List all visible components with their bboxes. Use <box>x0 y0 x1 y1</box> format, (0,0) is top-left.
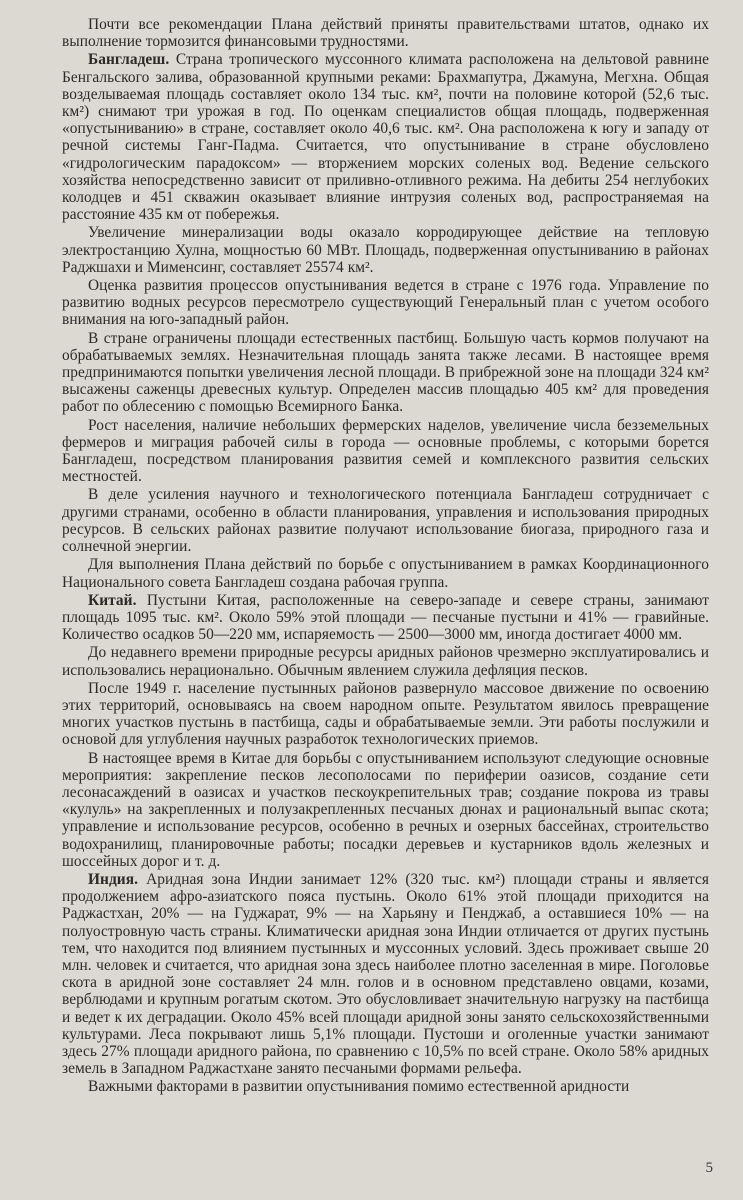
paragraph-factors: Важными факторами в развитии опустынивания помимо естественной аридности <box>88 1078 630 1096</box>
paragraph-working-group: Для выполнения Плана действий по борьбе с опустыниванием в рамках Координационного Национального совета Бангладеш создана рабочая группа. <box>62 556 709 591</box>
paragraph-states-plan: Почти все рекомендации Плана действий приняты правительствами штатов, однако их выполнение тормозится финансовыми трудностями. <box>62 16 709 51</box>
section-heading-india: Индия. <box>88 870 138 888</box>
section-heading-bangladesh: Бангладеш. <box>88 51 170 69</box>
page-number: 5 <box>705 1160 713 1176</box>
paragraph-china-1949: После 1949 г. население пустынных районов развернуло массовое движение по освоению этих территорий, основываясь на своем народном опыте. Результатом явилось превращение многих участков пустынь в пастбища, сады и обрабатываемые земли. Эти работы послужили и основой для углубления научных разработок технологических приемов. <box>62 679 709 749</box>
paragraph-cooperation: В деле усиления научного и технологического потенциала Бангладеш сотрудничает с другими странами, особенно в области планирования, управления и использования природных ресурсов. В сельских районах развитие получают использование биогаза, природного газа и солнечной энергии. <box>62 486 709 556</box>
paragraph-pastures: В стране ограничены площади естественных пастбищ. Большую часть кормов получают на обрабатываемых землях. Незначительная площадь занята также лесами. В настоящее время предпринимаются попытки увеличения лесной площади. В прибрежной зоне на площади 324 км² высажены саженцы древесных культур. Определен массив площадью 405 км² для проведения работ по облесению с помощью Всемирного Банка. <box>62 329 709 416</box>
paragraph-bangladesh-intro: Бангладеш. Страна тропического муссонного климата расположена на дельтовой равнине Бенгальского залива, образованной крупными реками: Брахмапутра, Джамуна, Мегхна. Общая возделываемая площадь составляет около 134 тыс. км², почти на половине которой (52,6 тыс. км²) снимают три урожая в год. По оценкам специалистов общая площадь, подверженная «опустыниванию» в стране, составляет около 40,6 тыс. км². Она расположена к югу и западу от речной системы Ганг-Падма. Считается, что опустынивание в стране обусловлено «гидрологическим парадоксом» — вторжением морских соленых вод. Ведение сельского хозяйства непосредственно зависит от приливно-отливного режима. На дебиты 254 неглубоких колодцев и 451 скважин оказывает влияние интрузия соленых вод, распространяемая на расстояние 435 км от побережья. <box>62 51 709 224</box>
paragraph-china-measures: В настоящее время в Китае для борьбы с опустыниванием используют следующие основные мероприятия: закрепление песков лесополосами по периферии оазисов, создание сети лесонасаждений в оазисах и участков пескоукрепительных трав; создание покрова из травы «кулуль» на закрепленных и полузакрепленных песчаных дюнах и рациональный выпас скота; управление и использование ресурсов, особенно в речных и озерных бассейнах, строительство водохранилищ, планировочные работы; посадки деревьев и кустарников вдоль железных и шоссейных дорог и т. д. <box>62 749 709 870</box>
paragraph-population: Рост населения, наличие небольших фермерских наделов, увеличение числа безземельных фермеров и миграция рабочей силы в города — основные проблемы, с которыми борется Бангладеш, посредством планирования развития семей и комплексного развития сельских местностей. <box>62 416 709 486</box>
paragraph-china-intro: Китай. Пустыни Китая, расположенные на северо-западе и севере страны, занимают площадь 1095 тыс. км². Около 59% этой площади — песчаные пустыни и 41% — гравийные. Количество осадков 50—220 мм, испаряемость — 2500—3000 мм, иногда достигает 4000 мм. <box>62 591 709 644</box>
paragraph-india-intro: Индия. Аридная зона Индии занимает 12% (320 тыс. км²) площади страны и является продолжением афро-азиатского пояса пустынь. Около 61% этой площади приходится на Раджастхан, 20% — на Гуджарат, 9% — на Харьяну и Пенджаб, а оставшиеся 10% — на полуостровную часть страны. Климатически аридная зона Индии отличается от других пустынь тем, что находится под влиянием пустынных и муссонных условий. Здесь проживает свыше 20 млн. человек и считается, что аридная зона здесь наиболее плотно заселенная в мире. Поголовье скота в аридной зоне составляет 24 млн. голов и в основном представлено овцами, козами, верблюдами и крупным рогатым скотом. Это обусловливает значительную нагрузку на пастбища и ведет к их деградации. Около 45% всей площади аридной зоны занято сельскохозяйственными культурами. Леса покрывают лишь 5,1% площади. Пустоши и оголенные участки занимают здесь 27% площади аридного района, по сравнению с 10,5% по всей стране. Около 58% аридных земель в Западном Раджастхане занято песчаными формами рельефа. <box>62 870 709 1078</box>
paragraph-china-resources: До недавнего времени природные ресурсы аридных районов чрезмерно эксплуатировались и использовались нерационально. Обычным явлением служила дефляция песков. <box>62 644 709 679</box>
section-heading-china: Китай. <box>88 591 137 609</box>
paragraph-assessment: Оценка развития процессов опустынивания ведется в стране с 1976 года. Управление по развитию водных ресурсов пересмотрело существующий Генеральный план с учетом особого внимания на юго-западный район. <box>62 277 709 329</box>
paragraph-mineralization: Увеличение минерализации воды оказало корродирующее действие на тепловую электростанцию Хулна, мощностью 60 МВт. Площадь, подверженная опустыниванию в районах Раджшахи и Мименсинг, составляет 25574 км². <box>62 224 709 276</box>
